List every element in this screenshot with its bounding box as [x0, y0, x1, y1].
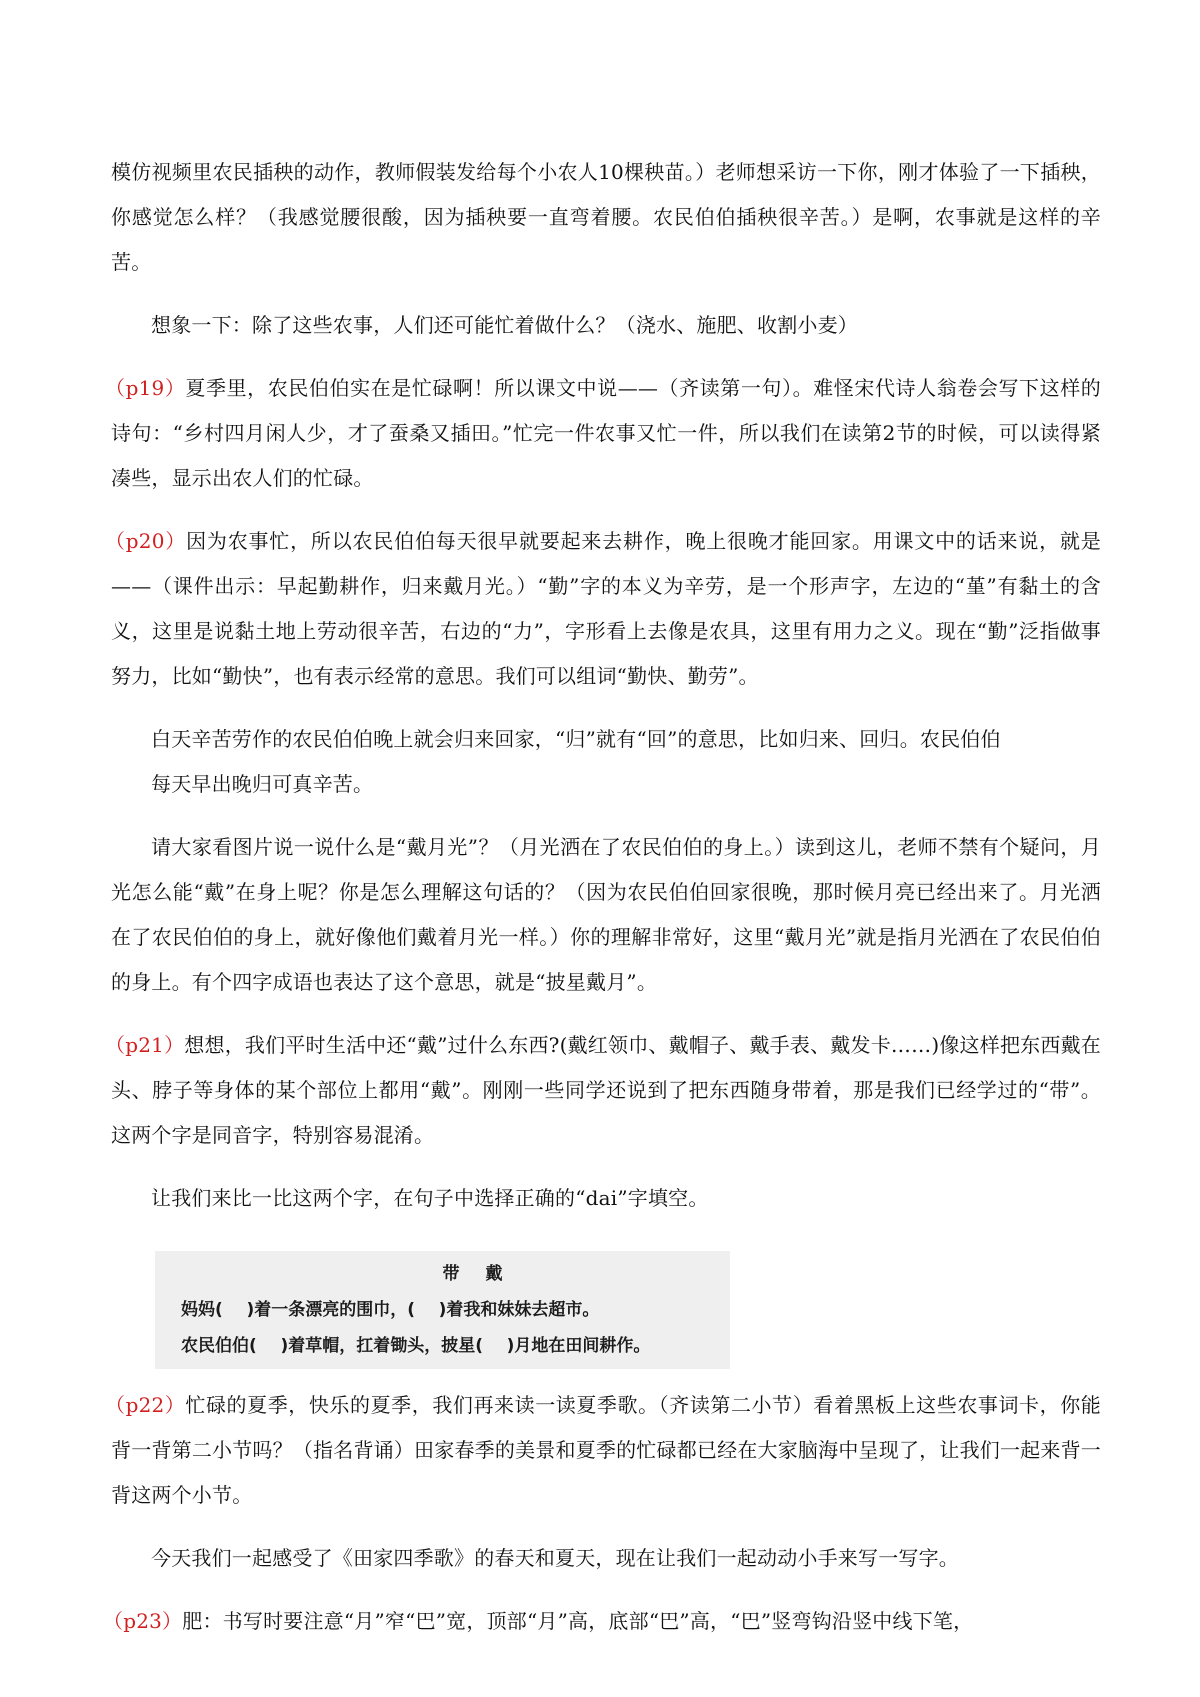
paragraph-intro — [111, 150, 1101, 285]
page-reference-p22: （p22） — [105, 1393, 186, 1417]
paragraph-text: 想想，我们平时生活中还“戴”过什么东西?(戴红领巾、戴帽子、戴手表、戴发卡……)像这样把东西戴在头、脖子等身体的某个部位上都用“戴”。刚刚一些同学还说到了把东西随身带着，那是我们已经学过的“带”。这两个字是同音字，特别容易混淆。 — [111, 1033, 1101, 1147]
paragraph-text: 今天我们一起感受了《田家四季歌》的春天和夏天，现在让我们一起动动小手来写一写字。 — [151, 1546, 959, 1570]
page-reference-p21: （p21） — [105, 1033, 185, 1057]
exercise-sentence-1: 妈妈( )着一条漂亮的围巾，( )着我和妹妹去超市。 — [181, 1300, 600, 1320]
paragraph-text: 忙碌的夏季，快乐的夏季，我们再来读一读夏季歌。（齐读第二小节）看着黑板上这些农事词卡，你能背一背第二小节吗？（指名背诵）田家春季的美景和夏季的忙碌都已经在大家脑海中呈现了，让我们一起来背一背这两个小节。 — [111, 1393, 1101, 1507]
page-reference-p19: （p19） — [105, 376, 186, 400]
page-reference-p20: （p20） — [105, 529, 187, 553]
exercise-sentence-2: 农民伯伯( )着草帽，扛着锄头，披星( )月地在田间耕作。 — [181, 1336, 651, 1356]
page-reference-p23: （p23） — [103, 1609, 183, 1633]
paragraph-writing-intro — [111, 1536, 1101, 1581]
paragraph-text: 让我们来比一比这两个字，在句子中选择正确的“dai”字填空。 — [151, 1186, 709, 1210]
paragraph-text: 夏季里，农民伯伯实在是忙碌啊！所以课文中说——（齐读第一句）。难怪宋代诗人翁卷会写下这样的诗句：“乡村四月闲人少，才了蚕桑又插田。”忙完一件农事又忙一件，所以我们在读第2节的时候，可以读得紧凑些，显示出农人们的忙碌。 — [111, 376, 1101, 490]
paragraph-p19 — [105, 366, 1101, 501]
paragraph-return-home-cont — [151, 762, 1101, 807]
paragraph-p20 — [105, 519, 1101, 699]
paragraph-moonlight — [111, 825, 1101, 1005]
paragraph-text: 想象一下：除了这些农事，人们还可能忙着做什么？（浇水、施肥、收割小麦） — [151, 313, 858, 337]
paragraph-text: 每天早出晚归可真辛苦。 — [151, 772, 374, 796]
paragraph-text: 肥：书写时要注意“月”窄“巴”宽，顶部“月”高，底部“巴”高，“巴”竖弯钩沿竖中线下笔， — [182, 1609, 974, 1633]
paragraph-compare — [111, 1176, 1101, 1221]
paragraph-text: 请大家看图片说一说什么是“戴月光”？（月光洒在了农民伯伯的身上。）读到这儿，老师不禁有个疑问，月光怎么能“戴”在身上呢？你是怎么理解这句话的？（因为农民伯伯回家很晚，那时候月亮已经出来了。月光洒在了农民伯伯的身上，就好像他们戴着月光一样。）你的理解非常好，这里“戴月光”就是指月光洒在了农民伯伯的身上。有个四字成语也表达了这个意思，就是“披星戴月”。 — [111, 835, 1101, 994]
paragraph-p22 — [105, 1383, 1101, 1518]
paragraph-imagine — [111, 303, 1101, 348]
paragraph-text: 因为农事忙，所以农民伯伯每天很早就要起来去耕作，晚上很晚才能回家。用课文中的话来说，就是——（课件出示：早起勤耕作，归来戴月光。）“勤”字的本义为辛劳，是一个形声字，左边的“堇”有黏土的含义，这里是说黏土地上劳动很辛苦，右边的“力”，字形看上去像是农具，这里有用力之义。现在“勤”泛指做事努力，比如“勤快”，也有表示经常的意思。我们可以组词“勤快、勤劳”。 — [111, 529, 1101, 688]
paragraph-p23 — [103, 1599, 1101, 1644]
fill-in-exercise-image — [155, 1251, 730, 1369]
paragraph-p21 — [105, 1023, 1101, 1158]
paragraph-text: 白天辛苦劳作的农民伯伯晚上就会归来回家，“归”就有“回”的意思，比如归来、回归。农民伯伯 — [151, 727, 1001, 751]
document-body — [103, 150, 1101, 1662]
paragraph-text: 模仿视频里农民插秧的动作，教师假装发给每个小农人10棵秧苗。）老师想采访一下你，刚才体验了一下插秧，你感觉怎么样？（我感觉腰很酸，因为插秧要一直弯着腰。农民伯伯插秧很辛苦。）是啊，农事就是这样的辛苦。 — [111, 160, 1101, 274]
exercise-title: 带 戴 — [442, 1264, 513, 1284]
paragraph-return-home — [111, 717, 1101, 762]
